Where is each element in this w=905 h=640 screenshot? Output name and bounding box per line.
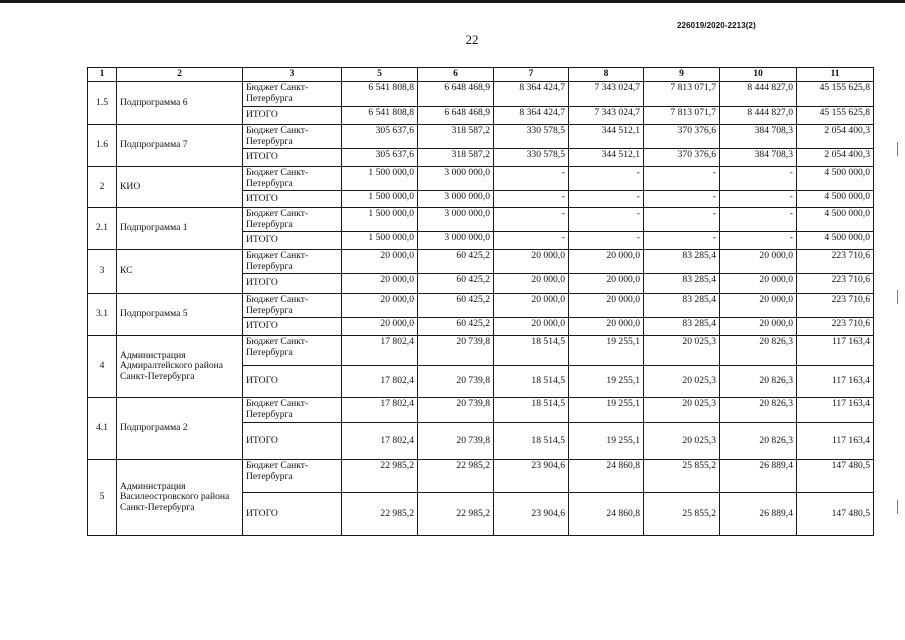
amount-cell: 20 000,0 — [342, 250, 418, 274]
table-row — [88, 167, 874, 191]
amount-cell: - — [569, 191, 644, 208]
amount-cell: 19 255,1 — [569, 336, 644, 366]
amount-cell: 344 512,1 — [569, 149, 644, 167]
amount-cell: 25 855,2 — [644, 493, 720, 536]
amount-cell: 370 376,6 — [644, 149, 720, 167]
amount-cell: 19 255,1 — [569, 423, 644, 460]
row-name: КС — [117, 250, 243, 294]
amount-cell: 60 425,2 — [418, 294, 494, 318]
row-number: 4 — [88, 336, 117, 398]
amount-cell: 223 710,6 — [797, 274, 874, 294]
row-name: Подпрограмма 5 — [117, 294, 243, 336]
funding-source: Бюджет Санкт-Петербурга — [243, 167, 342, 191]
row-name: Подпрограмма 1 — [117, 208, 243, 250]
amount-cell: 20 000,0 — [569, 274, 644, 294]
row-number: 2.1 — [88, 208, 117, 250]
amount-cell: 8 364 424,7 — [494, 82, 569, 107]
amount-cell: 20 000,0 — [494, 318, 569, 336]
amount-cell: 3 000 000,0 — [418, 191, 494, 208]
amount-cell: 18 514,5 — [494, 398, 569, 423]
amount-cell: 20 000,0 — [342, 274, 418, 294]
row-number: 1.6 — [88, 125, 117, 167]
table-body — [88, 68, 874, 536]
amount-cell: 60 425,2 — [418, 250, 494, 274]
amount-cell: 20 000,0 — [569, 294, 644, 318]
amount-cell: 4 500 000,0 — [797, 167, 874, 191]
funding-source: Бюджет Санкт-Петербурга — [243, 125, 342, 149]
amount-cell: 20 025,3 — [644, 336, 720, 366]
amount-cell: 45 155 625,8 — [797, 82, 874, 107]
total-label: ИТОГО — [243, 318, 342, 336]
amount-cell: 22 985,2 — [418, 460, 494, 493]
amount-cell: 24 860,8 — [569, 460, 644, 493]
amount-cell: - — [720, 191, 797, 208]
amount-cell: 223 710,6 — [797, 294, 874, 318]
funding-source: Бюджет Санкт-Петербурга — [243, 398, 342, 423]
amount-cell: 23 904,6 — [494, 460, 569, 493]
row-name: Администрация Адмиралтейского района Санкт-Петербурга — [117, 336, 243, 398]
table-row — [88, 460, 874, 493]
total-label: ИТОГО — [243, 149, 342, 167]
amount-cell: 20 739,8 — [418, 336, 494, 366]
column-header: 9 — [644, 68, 720, 82]
table-row — [88, 336, 874, 366]
column-header: 2 — [117, 68, 243, 82]
row-number: 5 — [88, 460, 117, 536]
total-label: ИТОГО — [243, 107, 342, 125]
funding-source: Бюджет Санкт-Петербурга — [243, 82, 342, 107]
amount-cell: 384 708,3 — [720, 149, 797, 167]
total-label: ИТОГО — [243, 423, 342, 460]
row-number: 4.1 — [88, 398, 117, 460]
amount-cell: 117 163,4 — [797, 398, 874, 423]
amount-cell: 305 637,6 — [342, 149, 418, 167]
amount-cell: 18 514,5 — [494, 423, 569, 460]
scan-edge-mark — [897, 500, 898, 514]
amount-cell: 20 025,3 — [644, 398, 720, 423]
table-row — [88, 208, 874, 232]
amount-cell: 26 889,4 — [720, 493, 797, 536]
amount-cell: 20 739,8 — [418, 366, 494, 398]
amount-cell: 25 855,2 — [644, 460, 720, 493]
amount-cell: 330 578,5 — [494, 125, 569, 149]
amount-cell: 7 343 024,7 — [569, 82, 644, 107]
amount-cell: 20 025,3 — [644, 423, 720, 460]
scan-edge-mark — [897, 142, 898, 156]
amount-cell: 20 000,0 — [342, 294, 418, 318]
amount-cell: 20 000,0 — [569, 318, 644, 336]
table-row — [88, 125, 874, 149]
total-label: ИТОГО — [243, 493, 342, 536]
row-name: Подпрограмма 6 — [117, 82, 243, 125]
funding-source: Бюджет Санкт-Петербурга — [243, 294, 342, 318]
amount-cell: 20 000,0 — [720, 318, 797, 336]
page-number: 22 — [465, 32, 479, 47]
funding-source: Бюджет Санкт-Петербурга — [243, 250, 342, 274]
amount-cell: - — [494, 191, 569, 208]
amount-cell: 223 710,6 — [797, 318, 874, 336]
amount-cell: 45 155 625,8 — [797, 107, 874, 125]
amount-cell: 20 826,3 — [720, 366, 797, 398]
amount-cell: 3 000 000,0 — [418, 208, 494, 232]
amount-cell: - — [569, 232, 644, 250]
funding-source: Бюджет Санкт-Петербурга — [243, 336, 342, 366]
amount-cell: 20 000,0 — [494, 274, 569, 294]
amount-cell: - — [644, 191, 720, 208]
amount-cell: 20 000,0 — [720, 250, 797, 274]
amount-cell: - — [494, 232, 569, 250]
column-header: 5 — [342, 68, 418, 82]
amount-cell: 8 444 827,0 — [720, 82, 797, 107]
amount-cell: 83 285,4 — [644, 294, 720, 318]
row-number: 3 — [88, 250, 117, 294]
amount-cell: - — [720, 167, 797, 191]
amount-cell: 20 025,3 — [644, 366, 720, 398]
scan-top-rule — [0, 0, 905, 3]
column-header: 11 — [797, 68, 874, 82]
amount-cell: 83 285,4 — [644, 274, 720, 294]
amount-cell: 17 802,4 — [342, 423, 418, 460]
table-row — [88, 294, 874, 318]
funding-source: Бюджет Санкт-Петербурга — [243, 460, 342, 493]
column-header: 10 — [720, 68, 797, 82]
amount-cell: 3 000 000,0 — [418, 232, 494, 250]
amount-cell: 318 587,2 — [418, 149, 494, 167]
scan-edge-mark — [897, 290, 898, 304]
amount-cell: 7 343 024,7 — [569, 107, 644, 125]
amount-cell: 4 500 000,0 — [797, 191, 874, 208]
amount-cell: 83 285,4 — [644, 250, 720, 274]
amount-cell: 20 739,8 — [418, 398, 494, 423]
amount-cell: 22 985,2 — [342, 493, 418, 536]
amount-cell: 2 054 400,3 — [797, 125, 874, 149]
total-label: ИТОГО — [243, 191, 342, 208]
amount-cell: 26 889,4 — [720, 460, 797, 493]
amount-cell: 3 000 000,0 — [418, 167, 494, 191]
total-label: ИТОГО — [243, 366, 342, 398]
amount-cell: 147 480,5 — [797, 460, 874, 493]
header-row — [88, 68, 874, 82]
amount-cell: 18 514,5 — [494, 336, 569, 366]
table-row — [88, 250, 874, 274]
amount-cell: 6 648 468,9 — [418, 82, 494, 107]
amount-cell: 6 648 468,9 — [418, 107, 494, 125]
amount-cell: 344 512,1 — [569, 125, 644, 149]
amount-cell: 20 826,3 — [720, 398, 797, 423]
amount-cell: 20 000,0 — [720, 294, 797, 318]
column-header: 3 — [243, 68, 342, 82]
amount-cell: 17 802,4 — [342, 398, 418, 423]
total-label: ИТОГО — [243, 232, 342, 250]
amount-cell: 6 541 808,8 — [342, 107, 418, 125]
column-header: 8 — [569, 68, 644, 82]
amount-cell: 147 480,5 — [797, 493, 874, 536]
amount-cell: - — [644, 208, 720, 232]
amount-cell: 305 637,6 — [342, 125, 418, 149]
amount-cell: 1 500 000,0 — [342, 191, 418, 208]
amount-cell: 384 708,3 — [720, 125, 797, 149]
amount-cell: - — [569, 208, 644, 232]
amount-cell: 19 255,1 — [569, 366, 644, 398]
amount-cell: - — [720, 208, 797, 232]
row-number: 3.1 — [88, 294, 117, 336]
document-id: 226019/2020-2213(2) — [677, 21, 756, 30]
amount-cell: 1 500 000,0 — [342, 208, 418, 232]
amount-cell: - — [720, 232, 797, 250]
amount-cell: 117 163,4 — [797, 336, 874, 366]
amount-cell: 24 860,8 — [569, 493, 644, 536]
table-row — [88, 398, 874, 423]
amount-cell: 370 376,6 — [644, 125, 720, 149]
budget-table — [87, 67, 874, 536]
amount-cell: - — [644, 167, 720, 191]
total-label: ИТОГО — [243, 274, 342, 294]
column-header: 7 — [494, 68, 569, 82]
funding-source: Бюджет Санкт-Петербурга — [243, 208, 342, 232]
amount-cell: 8 444 827,0 — [720, 107, 797, 125]
amount-cell: 19 255,1 — [569, 398, 644, 423]
amount-cell: 20 000,0 — [342, 318, 418, 336]
row-number: 1.5 — [88, 82, 117, 125]
amount-cell: 117 163,4 — [797, 423, 874, 460]
amount-cell: - — [569, 167, 644, 191]
amount-cell: 117 163,4 — [797, 366, 874, 398]
amount-cell: 20 739,8 — [418, 423, 494, 460]
amount-cell: 17 802,4 — [342, 336, 418, 366]
amount-cell: 20 826,3 — [720, 423, 797, 460]
amount-cell: 17 802,4 — [342, 366, 418, 398]
amount-cell: 60 425,2 — [418, 274, 494, 294]
table-row — [88, 82, 874, 107]
amount-cell: - — [494, 208, 569, 232]
amount-cell: 20 000,0 — [494, 250, 569, 274]
amount-cell: 18 514,5 — [494, 366, 569, 398]
amount-cell: 4 500 000,0 — [797, 208, 874, 232]
amount-cell: 22 985,2 — [342, 460, 418, 493]
amount-cell: 7 813 071,7 — [644, 82, 720, 107]
amount-cell: 20 000,0 — [720, 274, 797, 294]
amount-cell: 6 541 808,8 — [342, 82, 418, 107]
row-name: Подпрограмма 7 — [117, 125, 243, 167]
amount-cell: 1 500 000,0 — [342, 167, 418, 191]
amount-cell: - — [644, 232, 720, 250]
amount-cell: 7 813 071,7 — [644, 107, 720, 125]
amount-cell: 20 000,0 — [569, 250, 644, 274]
amount-cell: 22 985,2 — [418, 493, 494, 536]
row-name: КИО — [117, 167, 243, 208]
amount-cell: 20 000,0 — [494, 294, 569, 318]
row-name: Подпрограмма 2 — [117, 398, 243, 460]
amount-cell: 1 500 000,0 — [342, 232, 418, 250]
amount-cell: 330 578,5 — [494, 149, 569, 167]
amount-cell: 83 285,4 — [644, 318, 720, 336]
column-header: 1 — [88, 68, 117, 82]
amount-cell: 23 904,6 — [494, 493, 569, 536]
amount-cell: 60 425,2 — [418, 318, 494, 336]
amount-cell: 223 710,6 — [797, 250, 874, 274]
amount-cell: - — [494, 167, 569, 191]
row-number: 2 — [88, 167, 117, 208]
amount-cell: 8 364 424,7 — [494, 107, 569, 125]
row-name: Администрация Василеостровского района Санкт-Петербурга — [117, 460, 243, 536]
amount-cell: 4 500 000,0 — [797, 232, 874, 250]
amount-cell: 318 587,2 — [418, 125, 494, 149]
column-header: 6 — [418, 68, 494, 82]
amount-cell: 20 826,3 — [720, 336, 797, 366]
amount-cell: 2 054 400,3 — [797, 149, 874, 167]
